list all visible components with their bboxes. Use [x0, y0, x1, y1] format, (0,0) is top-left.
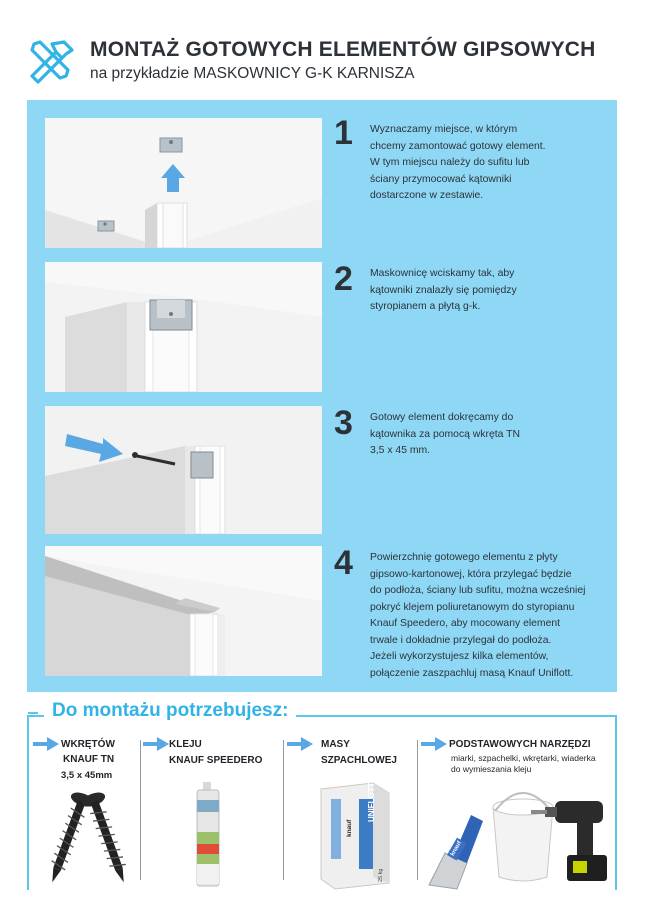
arrow-right-icon	[33, 737, 59, 751]
item-screws-label-2	[63, 752, 114, 767]
step-4-line: Knauf Speedero, aby mocowany element	[370, 618, 561, 629]
step-4-text	[370, 550, 605, 682]
step-4-line: gipsowo-kartonowej, która przylegać będzie	[370, 568, 572, 580]
step-1-line: chcemy zamontować gotowy element.	[370, 140, 546, 152]
needed-title	[44, 700, 296, 722]
page-title: MONTAŻ GOTOWYCH ELEMENTÓW GIPSOWYCH	[90, 38, 596, 61]
step-3-line: 3,5 x 45 mm.	[370, 445, 431, 456]
step-1-number: 1	[334, 114, 353, 152]
item-label-line: WKRĘTÓW	[61, 739, 115, 750]
step-3-line: kątownika za pomocą wkręta TN	[370, 428, 520, 440]
step-4-photo	[45, 546, 322, 676]
step-1	[27, 114, 617, 248]
step-4-line: połączenie zaszpachluj masą Knauf Uniflott.	[370, 667, 574, 679]
step-1-line: dostarczone w zestawie.	[370, 190, 484, 201]
item-filler-label	[321, 737, 350, 752]
item-tools-sub-2: do wymieszania kleju	[451, 764, 532, 774]
item-label-line: MASY	[321, 739, 350, 750]
step-4-line: do podłoża, ściany lub sufitu, można wcześniej	[370, 585, 586, 596]
tools-brand: knauf	[447, 838, 467, 861]
item-divider	[140, 740, 141, 880]
item-screws-size: 3,5 x 45mm	[61, 770, 113, 781]
item-tools-label	[449, 737, 590, 752]
item-label-line: PODSTAWOWYCH NARZĘDZI	[449, 739, 591, 750]
tools-icon	[26, 38, 76, 84]
steps-panel	[27, 100, 617, 692]
filler-weight: 25 kg	[378, 868, 384, 882]
step-2-text	[370, 266, 605, 316]
item-divider	[417, 740, 418, 880]
step-3	[27, 406, 617, 534]
step-3-number: 3	[334, 404, 353, 442]
step-2-line: kątowniki znalazły się pomiędzy	[370, 284, 517, 296]
arrow-right-icon	[287, 737, 313, 751]
step-4-line: Jeżeli wykorzystujesz kilka elementów,	[370, 651, 549, 662]
step-4-line: Powierzchnię gotowego elementu z płyty	[370, 552, 558, 563]
step-2-photo	[45, 262, 322, 392]
item-glue-label-2	[169, 753, 262, 768]
step-4	[27, 546, 617, 686]
item-divider	[283, 740, 284, 880]
screws-image	[43, 789, 133, 889]
needed-title-text: Do montażu potrzebujesz:	[52, 700, 289, 721]
item-filler-label-2	[321, 753, 397, 768]
item-glue-label	[169, 737, 202, 752]
step-2-number: 2	[334, 260, 353, 298]
item-screws-label	[61, 737, 115, 752]
item-tools-sub-1: miarki, szpachelki, wkrętarki, wiaderka	[451, 753, 596, 763]
step-1-line: W tym miejscu należy do sufitu lub	[370, 157, 530, 168]
step-1-line: ściany przymocować kątowniki	[370, 173, 512, 185]
step-4-line: trwale i dokładnie przylegał do podłoża.	[370, 634, 552, 646]
step-2	[27, 262, 617, 392]
step-2-line: styropianem a płytą g-k.	[370, 301, 481, 312]
step-1-line: Wyznaczamy miejsce, w którym	[370, 124, 518, 135]
page-subtitle: na przykładzie MASKOWNICY G-K KARNISZA	[90, 65, 415, 82]
step-3-text	[370, 410, 605, 460]
item-label-line: SZPACHLOWEJ	[321, 755, 397, 766]
filler-product-text: UNIFLOTT	[367, 782, 376, 822]
title-dash	[28, 712, 38, 714]
step-4-line: pokryć klejem poliuretanowym do styropianu	[370, 601, 575, 613]
step-1-text	[370, 122, 605, 205]
step-3-line: Gotowy element dokręcamy do	[370, 412, 514, 423]
filler-brand: knauf	[346, 819, 353, 837]
item-label-line: KLEJU	[169, 739, 202, 750]
step-4-number: 4	[334, 544, 353, 582]
header	[0, 0, 645, 100]
step-2-line: Maskownicę wciskamy tak, aby	[370, 268, 515, 279]
item-label-line: KNAUF TN	[63, 754, 115, 765]
step-1-photo	[45, 118, 322, 248]
step-3-photo	[45, 406, 322, 534]
arrow-right-icon	[421, 737, 447, 751]
glue-can-image	[191, 782, 225, 890]
tools-image	[427, 785, 611, 890]
item-label-line: KNAUF SPEEDERO	[169, 755, 263, 766]
arrow-right-icon	[143, 737, 169, 751]
